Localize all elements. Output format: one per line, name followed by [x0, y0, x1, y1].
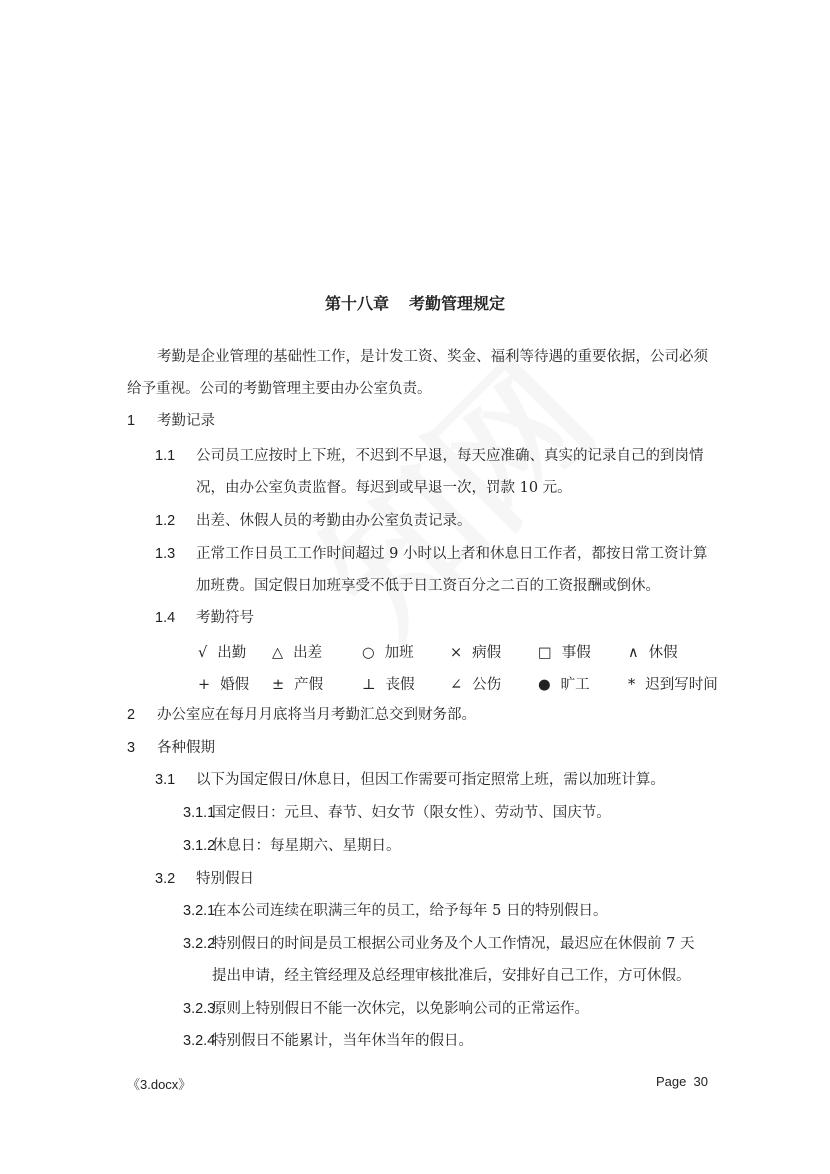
section-number: 3.1.1	[183, 805, 216, 821]
section-number: 1.2	[155, 513, 176, 529]
paragraph-line: 正常工作日员工工作时间超过 9 小时以上者和休息日工作者，都按日常工资计算	[196, 546, 708, 562]
symbol-glyph: ∠	[450, 677, 463, 693]
chapter-number: 第十八章	[324, 294, 389, 313]
attendance-symbol	[538, 673, 590, 694]
symbol-glyph: △	[272, 645, 284, 661]
intro-line: 考勤是企业管理的基础性工作，是计发工资、奖金、福利等待遇的重要依据，公司必须	[157, 349, 708, 365]
symbol-label: 加班	[384, 645, 414, 661]
paragraph-line: 休息日：每星期六、星期日。	[212, 838, 401, 854]
paragraph-line: 国定假日：元旦、春节、妇女节（限女性）、劳动节、国庆节。	[212, 805, 611, 821]
paragraph-line: 加班费。国定假日加班享受不低于日工资百分之二百的工资报酬或倒休。	[196, 578, 660, 594]
paragraph-line: 特别假日的时间是员工根据公司业务及个人工作情况，最迟应在休假前 7 天	[212, 936, 695, 952]
paragraph-line: 特别假日不能累计，当年休当年的假日。	[212, 1033, 473, 1049]
attendance-symbol	[198, 673, 249, 694]
section-number: 3	[127, 740, 136, 756]
symbol-glyph: ○	[362, 645, 375, 661]
section-heading: 特别假日	[196, 871, 254, 887]
symbol-label: 出差	[293, 645, 323, 661]
symbol-glyph: √	[198, 645, 208, 661]
paragraph-line: 出差、休假人员的考勤由办公室负责记录。	[196, 513, 472, 529]
symbol-glyph: ∧	[628, 645, 639, 661]
attendance-symbol	[450, 641, 501, 662]
symbol-glyph: ⊥	[362, 677, 376, 693]
section-number: 3.2.1	[183, 903, 216, 919]
symbol-label: 迟到写时间	[645, 677, 718, 693]
footer-filename: 《3.docx》	[127, 1077, 192, 1092]
attendance-symbol	[272, 673, 323, 694]
section-number: 1	[127, 413, 136, 429]
section-number: 1.1	[155, 448, 176, 464]
section-number: 3.2.3	[183, 1001, 216, 1017]
section-number: 3.1	[155, 772, 176, 788]
paragraph-line: 以下为国定假日/休息日，但因工作需要可指定照常上班，需以加班计算。	[196, 772, 665, 788]
paragraph-line: 考勤符号	[196, 610, 254, 626]
section-heading: 各种假期	[157, 740, 215, 756]
intro-line: 给予重视。公司的考勤管理主要由办公室负责。	[127, 381, 432, 397]
symbol-glyph: □	[538, 645, 552, 661]
symbol-label: 产假	[294, 677, 324, 693]
attendance-symbol	[538, 641, 591, 662]
chapter-name: 考勤管理规定	[409, 294, 506, 313]
section-number: 3.2	[155, 871, 176, 887]
attendance-symbol	[450, 673, 501, 694]
section-number: 3.2.2	[183, 936, 216, 952]
chapter-title	[0, 291, 830, 314]
symbol-label: 公伤	[472, 677, 502, 693]
symbol-label: 休假	[648, 645, 678, 661]
symbol-glyph: ●	[538, 677, 551, 693]
paragraph-line: 原则上特别假日不能一次休完，以免影响公司的正常运作。	[212, 1001, 589, 1017]
paragraph-line: 况，由办公室负责监督。每迟到或早退一次，罚款 10 元。	[196, 480, 572, 496]
section-number: 2	[127, 707, 136, 723]
paragraph-line: 在本公司连续在职满三年的员工，给予每年 5 日的特别假日。	[212, 903, 608, 919]
symbol-glyph: ×	[450, 645, 463, 661]
section-number: 3.1.2	[183, 838, 216, 854]
paragraph-line: 办公室应在每月月底将当月考勤汇总交到财务部。	[157, 707, 476, 723]
symbol-label: 婚假	[220, 677, 250, 693]
symbol-label: 出勤	[217, 645, 247, 661]
symbol-glyph: *	[628, 677, 636, 693]
attendance-symbol	[272, 641, 322, 662]
symbol-glyph: ±	[272, 677, 285, 693]
section-number: 3.2.4	[183, 1033, 216, 1049]
footer-page-number: Page 30	[655, 1074, 708, 1089]
attendance-symbol	[362, 641, 414, 662]
attendance-symbol	[198, 641, 246, 662]
symbol-label: 事假	[561, 645, 591, 661]
symbol-label: 旷工	[560, 677, 590, 693]
section-number: 1.4	[155, 610, 176, 626]
paragraph-line: 公司员工应按时上下班，不迟到不早退，每天应准确、真实的记录自己的到岗情	[196, 448, 704, 464]
paragraph-line: 提出申请，经主管经理及总经理审核批准后，安排好自己工作，方可休假。	[212, 968, 691, 984]
attendance-symbol	[362, 673, 415, 694]
symbol-label: 丧假	[385, 677, 415, 693]
attendance-symbol	[628, 673, 718, 694]
section-heading: 考勤记录	[157, 413, 215, 429]
section-number: 1.3	[155, 546, 176, 562]
symbol-glyph: +	[198, 677, 211, 693]
attendance-symbol	[628, 641, 678, 662]
symbol-label: 病假	[472, 645, 502, 661]
